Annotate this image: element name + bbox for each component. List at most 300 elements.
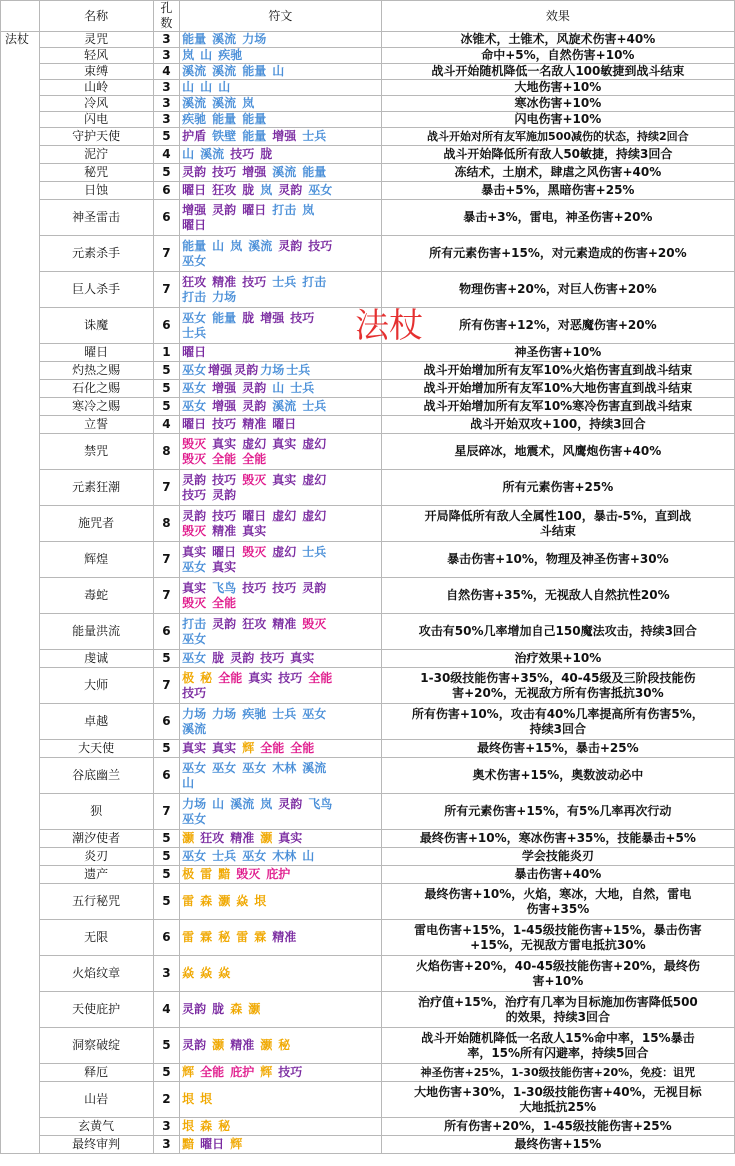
rune-chip: 打击 — [182, 616, 207, 631]
slot-count: 5 — [153, 1064, 179, 1082]
effect-text — [381, 112, 734, 128]
rune-chip: 灵韵 — [212, 487, 237, 502]
slot-count: 5 — [153, 380, 179, 398]
rune-chip: 灵韵 — [242, 399, 267, 413]
effect-line: 治疗效果+10% — [514, 651, 602, 665]
rune-name: 最终审判 — [39, 1136, 153, 1154]
rune-chip: 曜日 — [272, 417, 297, 431]
rune-line — [182, 239, 379, 254]
effect-line: 战斗开始降低所有敌人50敏捷，持续3回合 — [443, 147, 673, 161]
rune-chip: 灵韵 — [278, 183, 303, 197]
rune-list — [180, 182, 382, 200]
rune-chip: 技巧 — [182, 487, 207, 502]
rune-chip: 真实 — [182, 741, 207, 755]
effect-text — [381, 200, 734, 236]
effect-text — [381, 308, 734, 344]
effect-text — [381, 128, 734, 146]
rune-list — [180, 506, 382, 542]
rune-name: 日蚀 — [39, 182, 153, 200]
effect-text — [381, 362, 734, 380]
slot-count: 8 — [153, 506, 179, 542]
rune-list — [180, 80, 382, 96]
rune-chip: 疾驰 — [242, 706, 267, 721]
rune-chip: 巫女 — [182, 399, 207, 413]
header-effect: 效果 — [381, 1, 734, 32]
rune-list — [180, 830, 382, 848]
rune-chip: 辉 — [260, 1065, 273, 1079]
table-row — [1, 434, 735, 470]
rune-chip: 胧 — [212, 651, 225, 665]
rune-list — [180, 866, 382, 884]
rune-name: 卓越 — [39, 704, 153, 740]
slot-count: 3 — [153, 1136, 179, 1154]
rune-name: 施咒者 — [39, 506, 153, 542]
effect-text — [381, 434, 734, 470]
rune-chip: 增强 — [212, 399, 237, 413]
effect-text — [381, 32, 734, 48]
rune-chip: 力场 — [182, 796, 207, 811]
rune-line — [182, 437, 379, 452]
slot-count: 8 — [153, 434, 179, 470]
slot-count: 5 — [153, 362, 179, 380]
rune-chip: 毁灭 — [236, 867, 261, 881]
rune-chip: 巫女 — [182, 651, 207, 665]
rune-chip: 力场 — [182, 706, 207, 721]
slot-count: 6 — [153, 704, 179, 740]
rune-chip: 胧 — [212, 1002, 225, 1016]
rune-chip: 技巧 — [212, 508, 237, 523]
rune-chip: 技巧 — [212, 165, 237, 179]
rune-chip: 巫女 — [182, 253, 207, 268]
rune-list — [180, 380, 382, 398]
rune-list — [180, 848, 382, 866]
rune-chip: 疾驰 — [218, 48, 243, 62]
rune-line — [182, 1038, 379, 1053]
slot-count: 6 — [153, 920, 179, 956]
effect-line: 斗结束 — [539, 523, 576, 538]
rune-chip: 秘 — [218, 930, 231, 944]
rune-chip: 木林 — [272, 849, 297, 863]
rune-name: 狈 — [39, 794, 153, 830]
rune-chip: 真实 — [290, 651, 315, 665]
rune-line — [182, 203, 379, 218]
rune-name: 禁咒 — [39, 434, 153, 470]
effect-line: 大地伤害+10% — [514, 80, 602, 94]
table-row — [1, 48, 735, 64]
rune-chip: 虚幻 — [272, 508, 297, 523]
effect-line: 所有伤害+20%，1-45级技能伤害+25% — [444, 1119, 672, 1133]
rune-line — [182, 452, 379, 467]
rune-line — [182, 966, 379, 981]
rune-chip: 巫女 — [302, 706, 327, 721]
rune-line — [182, 48, 379, 63]
rune-list — [180, 704, 382, 740]
rune-chip: 雷 — [182, 930, 195, 944]
rune-list — [180, 164, 382, 182]
rune-chip: 技巧 — [212, 417, 237, 431]
slot-count: 3 — [153, 96, 179, 112]
rune-name: 冷风 — [39, 96, 153, 112]
rune-chip: 能量 — [212, 310, 237, 325]
table-row — [1, 758, 735, 794]
rune-name: 石化之赐 — [39, 380, 153, 398]
table-row — [1, 80, 735, 96]
rune-chip: 灵韵 — [212, 202, 237, 217]
table-row — [1, 96, 735, 112]
header-name: 名称 — [39, 1, 153, 32]
rune-chip: 毁灭 — [182, 523, 207, 538]
effect-text — [381, 866, 734, 884]
rune-list — [180, 578, 382, 614]
rune-chip: 灵韵 — [182, 165, 207, 179]
rune-list — [180, 920, 382, 956]
effect-text — [381, 1028, 734, 1064]
rune-chip: 全能 — [218, 670, 243, 685]
table-row — [1, 848, 735, 866]
rune-name: 遗产 — [39, 866, 153, 884]
rune-chip: 技巧 — [272, 580, 297, 595]
effect-line: 害+10% — [532, 973, 584, 988]
slot-count: 6 — [153, 182, 179, 200]
effect-line: 学会技能炎刃 — [521, 849, 594, 863]
rune-line — [182, 596, 379, 611]
effect-line: 战斗开始双攻+100，持续3回合 — [470, 417, 646, 431]
watermark-label: 法杖 — [355, 306, 423, 346]
effect-text — [381, 380, 734, 398]
table-row — [1, 362, 735, 380]
rune-chip: 巫女 — [182, 849, 207, 863]
effect-line: 的效果，持续3回合 — [505, 1009, 611, 1024]
rune-chip: 山 — [182, 80, 195, 94]
table-row — [1, 1136, 735, 1154]
table-row — [1, 398, 735, 416]
rune-chip: 曜日 — [212, 544, 237, 559]
rune-line — [182, 686, 379, 701]
rune-chip: 巫女 — [242, 760, 267, 775]
table-row — [1, 236, 735, 272]
effect-text — [381, 96, 734, 112]
rune-chip: 增强 — [208, 363, 233, 377]
table-row — [1, 1064, 735, 1082]
rune-line — [182, 311, 379, 326]
rune-chip: 巫女 — [242, 849, 267, 863]
table-row — [1, 956, 735, 992]
effect-line: 攻击有50%几率增加自己150魔法攻击，持续3回合 — [418, 624, 697, 638]
rune-chip: 山 — [302, 849, 315, 863]
rune-chip: 森 — [200, 1119, 213, 1133]
rune-chip: 辉 — [242, 741, 255, 755]
rune-chip: 技巧 — [242, 274, 267, 289]
rune-chip: 曜日 — [182, 217, 207, 232]
rune-chip: 灵韵 — [230, 651, 255, 665]
table-row — [1, 794, 735, 830]
rune-chip: 巫女 — [182, 363, 207, 377]
rune-chip: 士兵 — [302, 544, 327, 559]
rune-list — [180, 112, 382, 128]
effect-text — [381, 506, 734, 542]
effect-line: 雷电伤害+15%，1-45级技能伤害+15%，暴击伤害 — [414, 922, 702, 937]
effect-line: 命中+5%，自然伤害+10% — [481, 48, 635, 62]
rune-name: 炎刃 — [39, 848, 153, 866]
rune-list — [180, 668, 382, 704]
rune-name: 山岩 — [39, 1082, 153, 1118]
rune-line — [182, 632, 379, 647]
rune-list — [180, 992, 382, 1028]
table-row — [1, 740, 735, 758]
slot-count: 7 — [153, 794, 179, 830]
table-row — [1, 112, 735, 128]
rune-chip: 霖 — [200, 930, 213, 944]
effect-line: 害+20%，无视敌方所有伤害抵抗30% — [452, 685, 664, 700]
effect-line: 最终伤害+10%，火焰，寒冰，大地，自然，雷电 — [424, 886, 692, 901]
slot-count: 4 — [153, 64, 179, 80]
rune-name: 无限 — [39, 920, 153, 956]
rune-chip: 打击 — [302, 274, 327, 289]
rune-chip: 能量 — [242, 64, 267, 78]
rune-list — [180, 362, 382, 380]
effect-line: +15%，无视敌方雷电抵抗30% — [470, 937, 646, 952]
rune-chip: 能量 — [302, 165, 327, 179]
rune-chip: 毁灭 — [242, 544, 267, 559]
rune-line — [182, 812, 379, 827]
rune-line — [182, 1092, 379, 1107]
rune-list — [180, 614, 382, 650]
rune-chip: 疾驰 — [182, 112, 207, 126]
table-row — [1, 1082, 735, 1118]
rune-chip: 能量 — [212, 112, 237, 126]
header-runes: 符文 — [180, 1, 382, 32]
rune-name: 束缚 — [39, 64, 153, 80]
rune-chip: 秘 — [218, 1119, 231, 1133]
rune-chip: 岚 — [302, 202, 315, 217]
rune-chip: 巫女 — [182, 310, 207, 325]
rune-chip: 真实 — [182, 544, 207, 559]
rune-chip: 溪流 — [212, 32, 237, 46]
rune-chip: 毁灭 — [302, 616, 327, 631]
rune-chip: 溪流 — [272, 165, 297, 179]
rune-list — [180, 344, 382, 362]
rune-chip: 焱 — [182, 966, 195, 980]
rune-chip: 巫女 — [182, 811, 207, 826]
slot-count: 5 — [153, 164, 179, 182]
slot-count: 7 — [153, 542, 179, 578]
rune-chip: 技巧 — [290, 310, 315, 325]
rune-list — [180, 32, 382, 48]
rune-chip: 巫女 — [212, 760, 237, 775]
rune-chip: 精准 — [212, 274, 237, 289]
rune-chip: 力场 — [260, 363, 285, 377]
rune-chip: 极 — [182, 867, 195, 881]
rune-chip: 山 — [200, 80, 213, 94]
rune-chip: 岚 — [260, 796, 273, 811]
rune-list — [180, 48, 382, 64]
rune-chip: 庇护 — [266, 867, 291, 881]
rune-line — [182, 560, 379, 575]
rune-chip: 真实 — [272, 472, 297, 487]
rune-chip: 巫女 — [182, 631, 207, 646]
rune-chip: 森 — [200, 894, 213, 908]
rune-list — [180, 1082, 382, 1118]
slot-count: 7 — [153, 470, 179, 506]
rune-line — [182, 671, 379, 686]
rune-line — [182, 1002, 379, 1017]
rune-chip: 山 — [218, 80, 231, 94]
rune-list — [180, 200, 382, 236]
effect-text — [381, 920, 734, 956]
rune-chip: 灵韵 — [182, 1038, 207, 1052]
effect-line: 战斗开始随机降低一名敌人15%命中率，15%暴击 — [421, 1030, 695, 1045]
rune-line — [182, 930, 379, 945]
rune-list — [180, 884, 382, 920]
rune-chip: 溪流 — [182, 721, 207, 736]
effect-text — [381, 578, 734, 614]
effect-text — [381, 956, 734, 992]
rune-name: 诛魔 — [39, 308, 153, 344]
effect-line: 火焰伤害+20%，40-45级技能伤害+20%，最终伤 — [415, 958, 700, 973]
rune-name: 洞察破绽 — [39, 1028, 153, 1064]
rune-chip: 曜日 — [200, 1137, 225, 1151]
slot-count: 5 — [153, 884, 179, 920]
effect-text — [381, 344, 734, 362]
table-row — [1, 128, 735, 146]
rune-line — [182, 581, 379, 596]
table-row — [1, 344, 735, 362]
rune-chip: 灵韵 — [182, 472, 207, 487]
rune-line — [182, 545, 379, 560]
table-row — [1, 470, 735, 506]
rune-list — [180, 1136, 382, 1154]
table-row — [1, 1028, 735, 1064]
effect-text — [381, 668, 734, 704]
effect-line: 战斗开始增加所有友军10%寒冷伤害直到战斗结束 — [423, 399, 693, 413]
effect-line: 冻结术，土崩术，肆虐之风伤害+40% — [454, 165, 662, 179]
rune-line — [182, 183, 379, 198]
rune-chip: 胧 — [242, 183, 255, 197]
rune-line — [182, 707, 379, 722]
rune-chip: 垠 — [254, 894, 267, 908]
rune-chip: 曜日 — [242, 202, 267, 217]
rune-chip: 增强 — [242, 165, 267, 179]
table-row — [1, 650, 735, 668]
rune-chip: 技巧 — [260, 651, 285, 665]
rune-chip: 森 — [230, 1002, 243, 1016]
effect-line: 暴击+3%，雷电，神圣伤害+20% — [463, 210, 653, 224]
rune-name: 大天使 — [39, 740, 153, 758]
rune-chip: 士兵 — [302, 129, 327, 143]
rune-chip: 灏 — [260, 1038, 273, 1052]
rune-line — [182, 290, 379, 305]
rune-chip: 真实 — [212, 559, 237, 574]
rune-list — [180, 236, 382, 272]
rune-name: 巨人杀手 — [39, 272, 153, 308]
table-row — [1, 200, 735, 236]
slot-count: 7 — [153, 272, 179, 308]
effect-text — [381, 830, 734, 848]
effect-text — [381, 704, 734, 740]
rune-name: 释厄 — [39, 1064, 153, 1082]
effect-line: 寒冰伤害+10% — [514, 96, 602, 110]
category-cell: 法杖 — [1, 32, 40, 1154]
effect-text — [381, 794, 734, 830]
rune-chip: 士兵 — [182, 325, 207, 340]
table-row — [1, 380, 735, 398]
rune-chip: 岚 — [260, 183, 273, 197]
rune-line — [182, 488, 379, 503]
effect-line: 战斗开始增加所有友军10%大地伤害直到战斗结束 — [423, 381, 693, 395]
rune-name: 立誓 — [39, 416, 153, 434]
rune-chip: 精准 — [242, 417, 267, 431]
rune-chip: 技巧 — [278, 670, 303, 685]
slot-count: 7 — [153, 578, 179, 614]
rune-chip: 技巧 — [230, 147, 255, 161]
effect-text — [381, 80, 734, 96]
rune-chip: 士兵 — [302, 399, 327, 413]
rune-line — [182, 275, 379, 290]
effect-line: 战斗开始增加所有友军10%火焰伤害直到战斗结束 — [423, 363, 693, 377]
effect-line: 奥术伤害+15%，奥数波动必中 — [472, 768, 644, 782]
rune-line — [182, 722, 379, 737]
effect-line: 冰锥术，土锥术，风旋术伤害+40% — [460, 32, 656, 46]
rune-line — [182, 417, 379, 432]
table-row — [1, 884, 735, 920]
rune-chip: 灵韵 — [278, 796, 303, 811]
rune-list — [180, 398, 382, 416]
slot-count: 7 — [153, 668, 179, 704]
rune-list — [180, 1118, 382, 1136]
slot-count: 3 — [153, 1118, 179, 1136]
rune-chip: 士兵 — [286, 363, 311, 377]
rune-chip: 全能 — [212, 451, 237, 466]
rune-chip: 狂攻 — [242, 616, 267, 631]
rune-chip: 灵韵 — [278, 238, 303, 253]
rune-list — [180, 128, 382, 146]
rune-chip: 精准 — [272, 930, 297, 944]
rune-chip: 技巧 — [212, 472, 237, 487]
slot-count: 5 — [153, 740, 179, 758]
rune-chip: 力场 — [212, 706, 237, 721]
rune-line — [182, 1065, 379, 1080]
effect-text — [381, 758, 734, 794]
effect-text — [381, 146, 734, 164]
rune-chip: 毁灭 — [182, 436, 207, 451]
rune-line — [182, 849, 379, 864]
rune-line — [182, 254, 379, 269]
rune-chip: 溪流 — [248, 238, 273, 253]
effect-text — [381, 470, 734, 506]
rune-chip: 极 — [182, 670, 195, 685]
effect-text — [381, 64, 734, 80]
rune-line — [182, 867, 379, 882]
rune-list — [180, 416, 382, 434]
rune-name: 大师 — [39, 668, 153, 704]
rune-chip: 巫女 — [182, 760, 207, 775]
rune-list — [180, 1028, 382, 1064]
rune-chip: 能量 — [242, 129, 267, 143]
rune-chip: 全能 — [212, 595, 237, 610]
rune-chip: 打击 — [182, 289, 207, 304]
effect-text — [381, 236, 734, 272]
rune-name: 毒蛇 — [39, 578, 153, 614]
table-row — [1, 64, 735, 80]
slot-count: 1 — [153, 344, 179, 362]
effect-line: 持续3回合 — [529, 721, 587, 736]
slot-count: 3 — [153, 80, 179, 96]
rune-name: 五行秘咒 — [39, 884, 153, 920]
rune-chip: 溪流 — [182, 64, 207, 78]
rune-chip: 灵韵 — [182, 1002, 207, 1016]
rune-chip: 全能 — [242, 451, 267, 466]
effect-line: 率，15%所有闪避率，持续5回合 — [467, 1045, 649, 1060]
